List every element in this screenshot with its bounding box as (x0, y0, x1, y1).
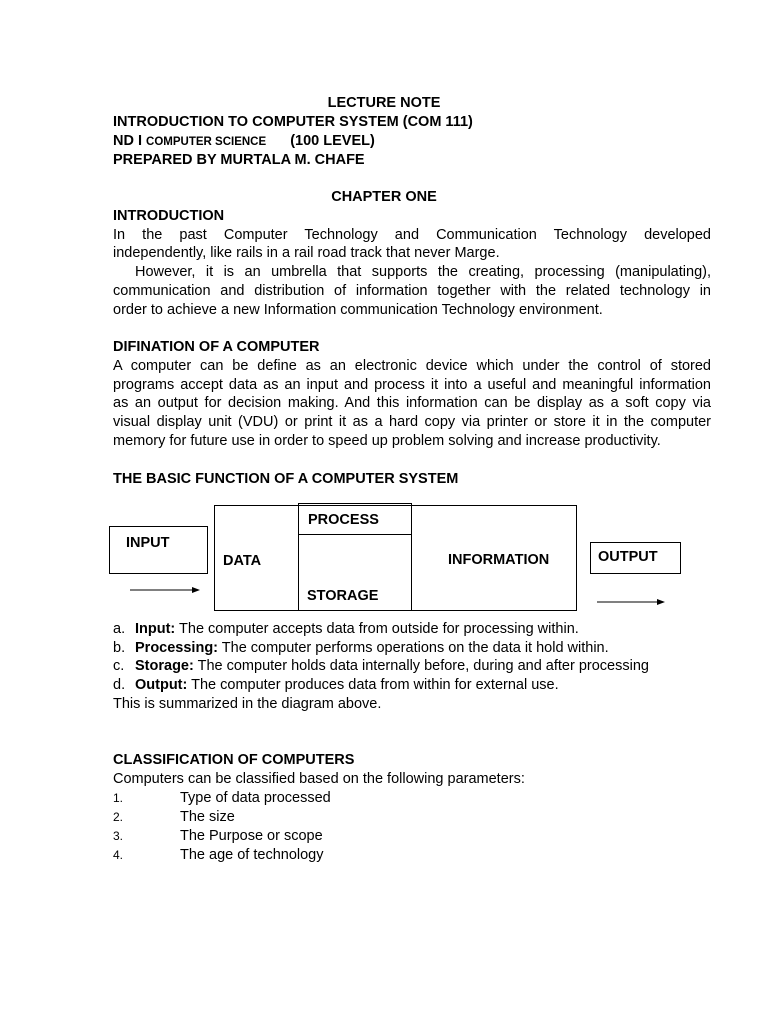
intro-p2-line-3: order to achieve a new Information communication Technology environment. (113, 302, 603, 318)
introduction-heading: INTRODUCTION (113, 208, 225, 224)
item-text: The computer performs operations on the data it hold within. (218, 640, 609, 656)
basic-function-heading: THE BASIC FUNCTION OF A COMPUTER SYSTEM (113, 471, 459, 487)
item-term: Storage: (135, 658, 194, 674)
item-term: Input: (135, 621, 176, 637)
item-term: Processing: (135, 640, 218, 656)
item-text: The computer accepts data from outside for processing within. (175, 621, 579, 637)
item-letter: d. (113, 677, 126, 693)
item-text: The computer produces data from within for external use. (187, 677, 559, 693)
intro-p1-line-1: In the past Computer Technology and Communication Technology developed (113, 227, 711, 243)
data-label: DATA (223, 553, 262, 569)
function-item-input (113, 620, 711, 639)
classification-item (113, 846, 711, 865)
definition-line-4: visual display unit (VDU) or print it as a hard copy via printer or store it in the computer (113, 414, 711, 430)
classification-item (113, 827, 711, 846)
process-label: PROCESS (308, 512, 379, 528)
information-label: INFORMATION (448, 552, 550, 568)
level-prefix: ND I (113, 133, 142, 149)
level-dept: COMPUTER SCIENCE (146, 136, 267, 148)
definition-line-2: programs accept data as an input and process it into a useful and meaningful information (113, 377, 711, 393)
function-item-output (113, 676, 711, 695)
process-divider (298, 534, 412, 535)
item-term: Output: (135, 677, 188, 693)
item-number: 1. (113, 791, 124, 805)
classification-item (113, 789, 711, 808)
classification-item (113, 808, 711, 827)
item-number: 3. (113, 829, 124, 843)
item-letter: b. (113, 640, 126, 656)
definition-line-3: as an output for decision making. And this information can be display as a soft copy via (113, 395, 711, 411)
item-text: The age of technology (180, 847, 324, 863)
item-text: Type of data processed (180, 790, 331, 806)
item-letter: a. (113, 621, 126, 637)
item-text: The size (180, 809, 235, 825)
output-arrow (595, 596, 669, 608)
lecture-note-title: LECTURE NOTE (327, 95, 441, 111)
course-title: INTRODUCTION TO COMPUTER SYSTEM (COM 111) (113, 114, 473, 130)
definition-heading: DIFINATION OF A COMPUTER (113, 339, 320, 355)
level-value: (100 LEVEL) (290, 133, 375, 149)
intro-p2-line-1: However, it is an umbrella that supports the creating, processing (manipulating), (135, 264, 711, 280)
definition-line-5: memory for future use in order to speed up problem solving and increase productivity. (113, 433, 661, 449)
input-arrow (128, 584, 202, 596)
storage-label: STORAGE (307, 588, 379, 604)
output-label: OUTPUT (598, 549, 658, 565)
level-line (113, 132, 711, 152)
item-letter: c. (113, 658, 125, 674)
definition-line-1: A computer can be define as an electronic device which under the control of stored (113, 358, 711, 374)
intro-p1-line-2: independently, like rails in a rail road track that never Marge. (113, 245, 500, 261)
item-text: The computer holds data internally before, during and after processing (193, 658, 649, 674)
chapter-title: CHAPTER ONE (331, 189, 437, 205)
function-item-processing (113, 639, 711, 658)
item-text: The Purpose or scope (180, 828, 323, 844)
author-line: PREPARED BY MURTALA M. CHAFE (113, 152, 365, 168)
classification-intro: Computers can be classified based on the following parameters: (113, 771, 525, 787)
item-number: 2. (113, 810, 124, 824)
item-number: 4. (113, 848, 124, 862)
input-label: INPUT (126, 535, 170, 551)
summary-text: This is summarized in the diagram above. (113, 696, 382, 712)
classification-heading: CLASSIFICATION OF COMPUTERS (113, 752, 355, 768)
intro-p2-line-2: communication and distribution of information together with the related technology in (113, 283, 711, 299)
function-item-storage (113, 657, 711, 676)
